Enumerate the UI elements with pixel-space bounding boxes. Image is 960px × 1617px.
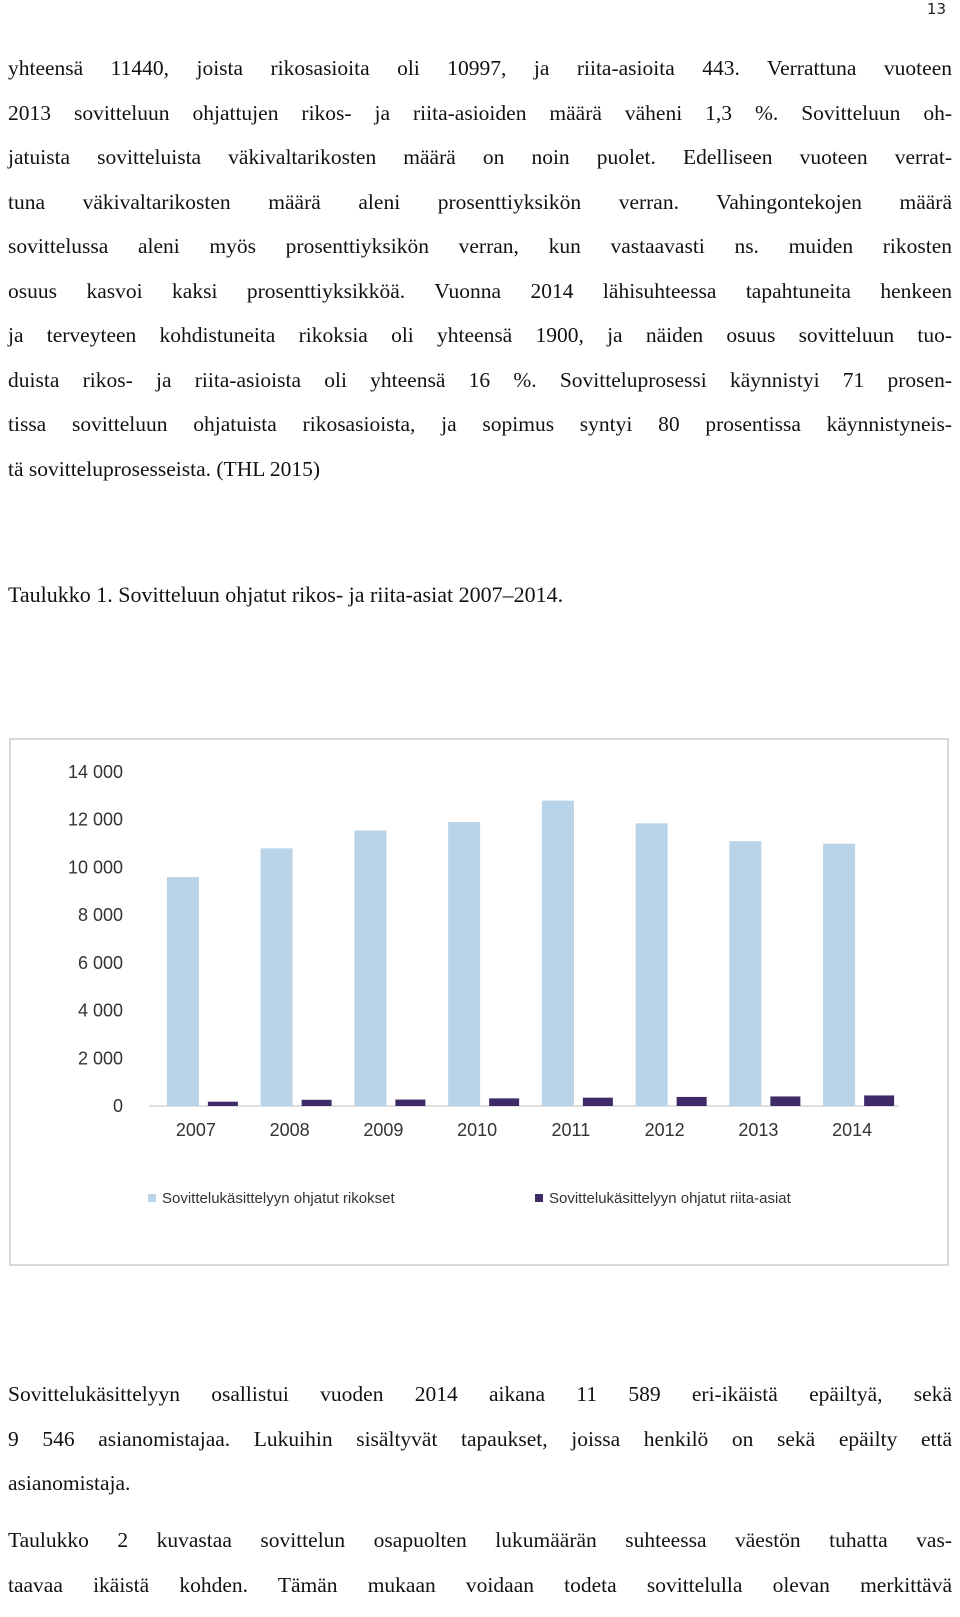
- paragraph-line: ja terveyteen kohdistuneita rikoksia oli yhteensä 1900, ja näiden osuus sovitteluun tuo-: [8, 323, 952, 347]
- paragraph-line: tä sovitteluprosesseista. (THL 2015): [8, 456, 321, 481]
- legend-swatch: [148, 1194, 156, 1202]
- paragraph-line: duista rikos- ja riita-asioista oli yhteensä 16 %. Sovitteluprosessi käynnistyi 71 prosen-: [8, 367, 952, 392]
- bar-rikokset: [448, 822, 480, 1106]
- bar-rikokset: [823, 844, 855, 1106]
- bar-riita-asiat: [864, 1095, 894, 1106]
- y-tick-label: 12 000: [67, 809, 123, 830]
- bar-rikokset: [542, 801, 574, 1106]
- x-tick-label: 2013: [738, 1120, 779, 1140]
- bar-rikokset: [636, 823, 668, 1106]
- bar-rikokset: [729, 841, 761, 1106]
- paragraph-line: tuna väkivaltarikosten määrä aleni prosenttiyksikön verran. Vahingontekojen määrä: [8, 189, 952, 214]
- legend-label: Sovittelukäsittelyyn ohjatut riita-asiat: [549, 1190, 791, 1207]
- y-tick-label: 14 000: [67, 762, 123, 782]
- page-number: 13: [926, 0, 946, 18]
- bar-riita-asiat: [583, 1098, 613, 1106]
- paragraph-line: 2013 sovitteluun ohjattujen rikos- ja riita-asioiden määrä väheni 1,3 %. Sovitteluun oh-: [8, 100, 952, 125]
- legend-swatch: [535, 1194, 543, 1202]
- paragraph-line: asianomistaja.: [8, 1471, 131, 1495]
- paragraph-line: taavaa ikäistä kohden. Tämän mukaan voidaan todeta sovittelulla olevan merkittävä: [8, 1572, 952, 1597]
- x-tick-label: 2008: [269, 1120, 310, 1140]
- paragraph-line: Sovittelukäsittelyyn osallistui vuoden 2014 aikana 11 589 eri-ikäistä epäiltyä, sekä: [8, 1382, 952, 1406]
- x-tick-label: 2007: [175, 1120, 216, 1140]
- bar-rikokset: [167, 877, 199, 1106]
- bar-chart-svg: [11, 740, 947, 1264]
- x-tick-label: 2011: [551, 1120, 591, 1140]
- y-tick-label: 8 000: [77, 905, 123, 926]
- paragraph-line: tissa sovitteluun ohjatuista rikosasioista, ja sopimus syntyi 80 prosentissa käynnistyneis-: [8, 412, 952, 436]
- bar-chart: [9, 738, 949, 1266]
- paragraph-line: jatuista sovitteluista väkivaltarikosten määrä on noin puolet. Edelliseen vuoteen verrat-: [8, 145, 952, 169]
- y-tick-label: 6 000: [77, 952, 123, 973]
- bar-rikokset: [261, 848, 293, 1106]
- bar-rikokset: [354, 830, 386, 1106]
- y-tick-label: 0: [112, 1096, 123, 1116]
- paragraph-line: Taulukko 2 kuvastaa sovittelun osapuolten lukumäärän suhteessa väestön tuhatta vas-: [8, 1528, 952, 1552]
- y-tick-label: 4 000: [77, 1000, 123, 1021]
- bar-riita-asiat: [677, 1097, 707, 1106]
- table-caption: Taulukko 1. Sovitteluun ohjatut rikos- ja riita-asiat 2007–2014.: [8, 582, 564, 607]
- bar-riita-asiat: [302, 1100, 332, 1106]
- paragraph-line: osuus kasvoi kaksi prosenttiyksikköä. Vuonna 2014 lähisuhteessa tapahtuneita henkeen: [8, 278, 952, 303]
- paragraph-3: [8, 1518, 952, 1607]
- y-tick-label: 2 000: [77, 1048, 123, 1069]
- legend-label: Sovittelukäsittelyyn ohjatut rikokset: [162, 1190, 395, 1207]
- paragraph-line: yhteensä 11440, joista rikosasioita oli 10997, ja riita-asioita 443. Verrattuna vuoteen: [8, 56, 952, 80]
- paragraph-2: [8, 1372, 952, 1506]
- x-tick-label: 2014: [832, 1120, 873, 1140]
- x-tick-label: 2009: [363, 1120, 404, 1140]
- paragraph-line: sovittelussa aleni myös prosenttiyksikön verran, kun vastaavasti ns. muiden rikosten: [8, 234, 952, 258]
- x-tick-label: 2010: [457, 1120, 498, 1140]
- paragraph-line: 9 546 asianomistajaa. Lukuihin sisältyvät tapaukset, joissa henkilö on sekä epäilty että: [8, 1426, 952, 1451]
- paragraph-1: [8, 46, 952, 491]
- bar-riita-asiat: [395, 1100, 425, 1106]
- y-tick-label: 10 000: [67, 857, 123, 878]
- bar-riita-asiat: [770, 1096, 800, 1106]
- bar-riita-asiat: [208, 1102, 238, 1106]
- x-tick-label: 2012: [644, 1120, 685, 1140]
- bar-riita-asiat: [489, 1098, 519, 1106]
